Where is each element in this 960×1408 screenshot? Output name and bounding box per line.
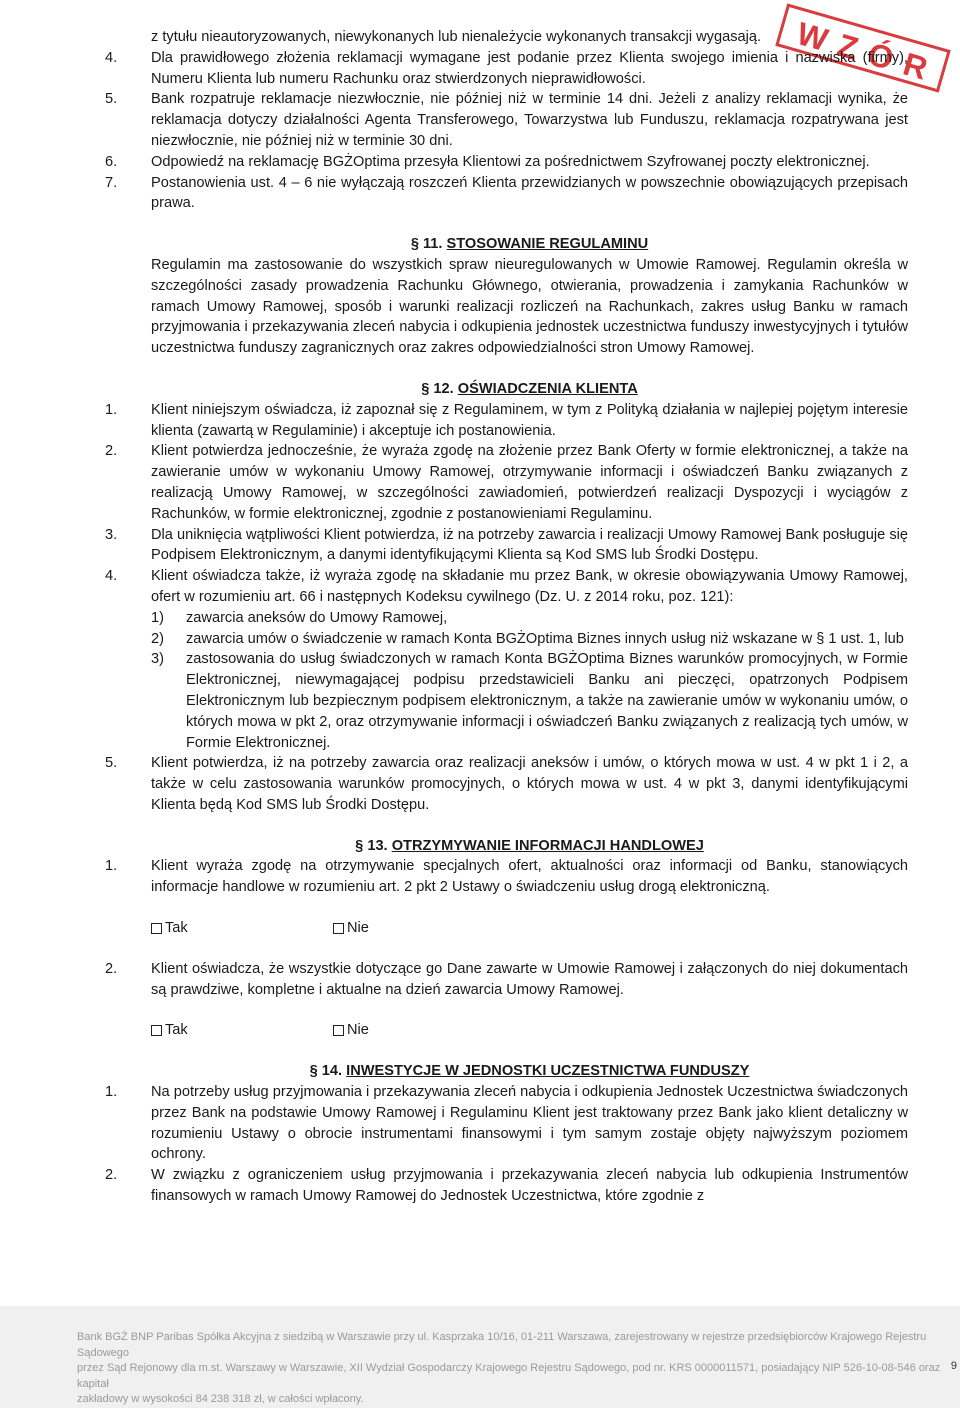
section-mark: § 14.: [309, 1063, 343, 1080]
item-number: 3.: [105, 526, 118, 543]
checkbox-icon[interactable]: [333, 923, 344, 934]
sub-item-number: 1): [151, 609, 164, 626]
item-text: Klient potwierdza jednocześnie, że wyraża zgodę na złożenie przez Bank Oferty w formie elektronicznej, a także na zawieranie umów w wykonaniu Umowy Ramowej, otrzymywanie informacji i oświadczeń Banku związanych z realizacją Umowy Ramowej, w szczególności zawiadomień, potwierdzeń realizacji Dyspozycji i wyciągów z Rachunków, w formie elektronicznej, zgodnie z postanowieniami Regulaminu.: [151, 443, 908, 522]
item-text: W związku z ograniczeniem usług przyjmowania i przekazywania zleceń nabycia lub odkupienia Instrumentów finansowych w ramach Umowy Ramowej do Jednostek Uczestnictwa, które zgodnie z: [151, 1167, 908, 1205]
sub-list-item: [105, 629, 908, 650]
item-number: 4.: [105, 49, 118, 66]
consent-checkboxes-1: [105, 918, 908, 939]
item-text: Klient niniejszym oświadcza, iż zapoznał się z Regulaminem, w tym z Polityką działania w najlepiej pojętym interesie klienta (zawartą w Regulaminie) i akceptuje ich postanowienia.: [151, 401, 908, 439]
no-option[interactable]: [333, 1020, 369, 1041]
item-text: Dla uniknięcia wątpliwości Klient potwierdza, iż na potrzeby zawarcia i realizacji Umowy Ramowej Bank posługuje się Podpisem Elektronicznym, a danymi identyfikującymi Klienta są Kod SMS lub Środki Dostępu.: [151, 526, 908, 564]
list-item: [105, 1082, 908, 1165]
section-mark: § 11.: [410, 236, 443, 253]
item-number: 7.: [105, 174, 118, 191]
section-heading-12: [105, 379, 908, 400]
section-mark: § 12.: [421, 380, 454, 397]
item-number: 1.: [105, 401, 118, 418]
sub-item-text: zastosowania do usług świadczonych w ramach Konta BGŻOptima Biznes warunków promocyjnych, w Formie Elektronicznej, niewymagającej podpisu przedstawicieli Banku ani pieczęci, opatrzonych Podpisem Elektronicznym lub bezpiecznym podpisem elektronicznym, a także na zawieranie umów w wykonaniu umów, o których mowa w pkt 2, oraz otrzymywanie informacji i oświadczeń Banku związanych z realizacją tych umów, w Formie Elektronicznej.: [186, 651, 908, 751]
list-item: [105, 856, 908, 898]
page-footer: [77, 1330, 959, 1408]
item-text: Bank rozpatruje reklamacje niezwłocznie, nie później niż w terminie 14 dni. Jeżeli z analizy reklamacji wynika, że reklamacja dotyczy działalności Agenta Transferowego, Towarzystwa lub Funduszu, reklamacja rozpatrywana jest niezwłocznie, nie później niż w terminie 30 dni.: [151, 91, 908, 149]
sub-item-number: 3): [151, 651, 164, 668]
consent-checkboxes-2: [105, 1020, 908, 1041]
item-text: Na potrzeby usług przyjmowania i przekazywania zleceń nabycia i odkupienia Jednostek Uczestnictwa świadczonych przez Bank na podstawie Umowy Ramowej i Regulaminu Klient jest traktowany przez Bank jako klient detaliczny w rozumieniu Ustawy o obrocie instrumentami finansowymi i tym samym zostaje objęty najwyższym poziomem ochrony.: [151, 1084, 908, 1163]
section-paragraph: Regulamin ma zastosowanie do wszystkich spraw nieuregulowanych w Umowie Ramowej. Regulamin określa w szczególności zasady prowadzenia Rachunku Głównego, otwierania, prowadzenia i zamykania Rachunków w ramach Umowy Ramowej, sposób i warunki realizacji rozliczeń na Rachunkach, zakres usług Banku w ramach przyjmowania i przekazywania zleceń nabycia i odkupienia jednostek uczestnictwa funduszy inwestycyjnych i tytułów uczestnictwa funduszy zagranicznych oraz zakres odpowiedzialności stron Umowy Ramowej.: [151, 256, 908, 357]
item-text: z tytułu nieautoryzowanych, niewykonanych lub nienależycie wykonanych transakcji wygasają.: [151, 29, 762, 45]
footer-line: Bank BGŻ BNP Paribas Spółka Akcyjna z siedzibą w Warszawie przy ul. Kasprzaka 10/16, 01-211 Warszawa, zarejestrowany w rejestrze przedsiębiorców Krajowego Rejestru Sądowego: [77, 1331, 927, 1359]
list-item: [105, 27, 908, 48]
item-number: 5.: [105, 91, 118, 108]
section-heading-13: [105, 836, 908, 857]
yes-option[interactable]: [151, 918, 333, 939]
yes-option[interactable]: [151, 1020, 333, 1041]
section-title: INWESTYCJE W JEDNOSTKI UCZESTNICTWA FUNDUSZY: [346, 1063, 750, 1080]
page-number: 9: [950, 1360, 957, 1372]
footer-line: przez Sąd Rejonowy dla m.st. Warszawy w Warszawie, XII Wydział Gospodarczy Krajowego Rejestru Sądowego, pod nr. KRS 0000011571, posiadający NIP 526-10-08-546 oraz kapitał: [77, 1362, 941, 1390]
item-number: 2.: [105, 443, 118, 460]
section-title: OTRZYMYWANIE INFORMACJI HANDLOWEJ: [391, 837, 704, 854]
checkbox-icon[interactable]: [151, 1025, 162, 1036]
list-item: [105, 566, 908, 608]
item-number: 5.: [105, 755, 118, 772]
item-text: Odpowiedź na reklamację BGŻOptima przesyła Klientowi za pośrednictwem Szyfrowanej poczty elektronicznej.: [151, 153, 870, 170]
item-text: Klient potwierdza, iż na potrzeby zawarcia oraz realizacji aneksów i umów, o których mowa w ust. 4 w pkt 1 i 2, a także w celu zastosowania warunków promocyjnych, o których mowa w ust. 4 w pkt 3, danymi identyfikującymi Klienta będą Kod SMS lub Środki Dostępu.: [151, 755, 908, 813]
no-label: Nie: [347, 1022, 369, 1039]
list-item: [105, 400, 908, 442]
item-text: Klient wyraża zgodę na otrzymywanie specjalnych ofert, aktualności oraz informacji od Banku, stanowiących informacje handlowe w rozumieniu art. 2 pkt 2 Ustawy o świadczeniu usług drogą elektroniczną.: [151, 858, 908, 896]
list-item: [105, 1165, 908, 1207]
sub-item-text: zawarcia aneksów do Umowy Ramowej,: [186, 609, 448, 626]
section-mark: § 13.: [355, 837, 388, 854]
checkbox-icon[interactable]: [151, 923, 162, 934]
checkbox-icon[interactable]: [333, 1025, 344, 1036]
no-option[interactable]: [333, 918, 369, 939]
item-text: Klient oświadcza także, iż wyraża zgodę na składanie mu przez Bank, w okresie obowiązywania Umowy Ramowej, ofert w rozumieniu art. 66 i następnych Kodeksu cywilnego (Dz. U. z 2014 roku, poz. 121):: [151, 568, 908, 605]
document-body: [105, 27, 908, 1207]
list-item: [105, 152, 908, 173]
yes-label: Tak: [165, 1022, 188, 1039]
item-number: 6.: [105, 153, 118, 170]
footer-line: zakładowy w wysokości 84 238 318 zł, w całości wpłacony.: [77, 1393, 364, 1405]
item-text: Klient oświadcza, że wszystkie dotyczące go Dane zawarte w Umowie Ramowej i załączonych do niej dokumentach są prawdziwe, kompletne i aktualne na dzień zawarcia Umowy Ramowej.: [151, 960, 908, 998]
list-item: [105, 48, 908, 90]
sub-item-text: zawarcia umów o świadczenie w ramach Konta BGŻOptima Biznes innych usług niż wskazane w § 1 ust. 1, lub: [186, 630, 904, 647]
yes-label: Tak: [165, 920, 188, 937]
item-number: 4.: [105, 568, 118, 585]
list-item: [105, 959, 908, 1001]
list-item: [105, 173, 908, 215]
wzor-stamp: WZÓR: [775, 3, 951, 92]
list-item: [105, 753, 908, 815]
section-heading-11: [105, 234, 908, 255]
item-number: 1.: [105, 858, 118, 875]
sub-list-item: [105, 649, 908, 753]
item-text: Dla prawidłowego złożenia reklamacji wymagane jest podanie przez Klienta swojego imienia i nazwiska (firmy), Numeru Klienta lub numeru Rachunku oraz stwierdzonych nieprawidłowości.: [151, 49, 908, 87]
item-number: 2.: [105, 1167, 118, 1184]
list-item: [105, 525, 908, 567]
item-number: 1.: [105, 1084, 118, 1101]
sub-item-number: 2): [151, 630, 164, 647]
sub-list-item: [105, 608, 908, 629]
item-text: Postanowienia ust. 4 – 6 nie wyłączają roszczeń Klienta przewidzianych w powszechnie obowiązujących przepisach prawa.: [151, 174, 908, 212]
list-item: [105, 89, 908, 151]
section-title: OŚWIADCZENIA KLIENTA: [457, 380, 638, 397]
section-title: STOSOWANIE REGULAMINU: [446, 236, 649, 253]
section-heading-14: [105, 1061, 908, 1082]
no-label: Nie: [347, 920, 369, 937]
list-item: [105, 441, 908, 524]
item-number: 2.: [105, 960, 118, 977]
